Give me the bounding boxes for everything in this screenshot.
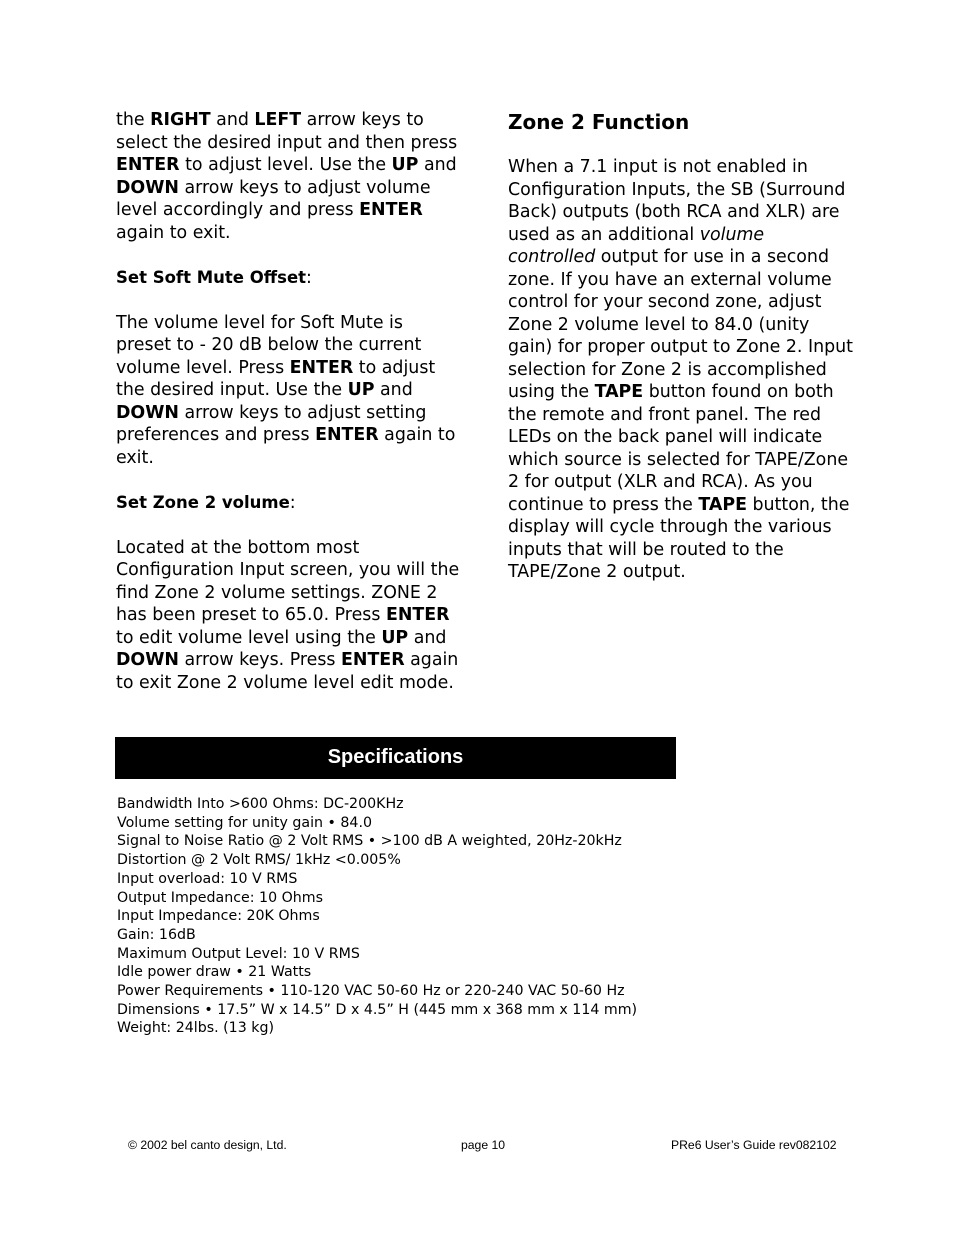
- text-run: When a 7.1 input is not enabled in Configuration Inputs, the SB (Surround Back) outputs (both RCA and XLR) are used as an additional: [508, 157, 846, 245]
- text-run: button found on both the remote and front panel. The red LEDs on the back panel will indicate which source is selected for TAPE/Zone 2 for output (XLR and RCA). As you continue to press the: [508, 382, 849, 515]
- bold-keyword: ENTER: [341, 650, 405, 670]
- bold-keyword: ENTER: [385, 605, 450, 625]
- bold-keyword: LEFT: [254, 110, 302, 130]
- text-run: arrow keys to adjust setting preferences and press: [116, 402, 427, 445]
- left-paragraph-1: [116, 109, 461, 244]
- right-paragraph-1: [508, 156, 853, 584]
- zone2-function-title: Zone 2 Function: [508, 110, 690, 134]
- bold-keyword: ENTER: [289, 357, 354, 378]
- text-run: and: [408, 627, 447, 648]
- bold-keyword: DOWN: [116, 177, 179, 198]
- zone2-volume-heading: Set Zone 2 volume: [116, 492, 290, 512]
- spec-item: Signal to Noise Ratio @ 2 Volt RMS • >100 dB A weighted, 20Hz-20kHz: [117, 833, 622, 850]
- text-run: button, the display will cycle through the various inputs that will be routed to the TAPE/Zone 2 output.: [508, 494, 850, 582]
- bold-keyword: ENTER: [359, 200, 423, 220]
- spec-item: Distortion @ 2 Volt RMS/ 1kHz <0.005%: [117, 852, 401, 869]
- heading-colon: :: [306, 267, 312, 288]
- text-run: and: [418, 155, 457, 175]
- spec-item: Input overload: 10 V RMS: [117, 870, 298, 887]
- text-run: to adjust level. Use the: [179, 155, 392, 175]
- spec-item: Power Requirements • 110-120 VAC 50-60 Hz or 220-240 VAC 50-60 Hz: [117, 983, 625, 1000]
- footer-copyright: © 2002 bel canto design, Ltd.: [128, 1138, 287, 1152]
- bold-keyword: DOWN: [116, 650, 179, 670]
- spec-item: Weight: 24lbs. (13 kg): [117, 1020, 274, 1037]
- left-paragraph-2: [116, 312, 461, 470]
- left-column: [116, 109, 461, 694]
- bold-keyword: UP: [381, 627, 409, 648]
- spec-item: Volume setting for unity gain • 84.0: [117, 814, 372, 831]
- left-paragraph-3: [116, 537, 461, 695]
- bold-keyword: TAPE: [698, 494, 747, 515]
- soft-mute-heading-line: [116, 267, 461, 290]
- text-run: the: [116, 110, 151, 130]
- soft-mute-heading: Set Soft Mute Offset: [116, 267, 307, 287]
- spec-item: Idle power draw • 21 Watts: [117, 964, 312, 981]
- bold-keyword: RIGHT: [150, 110, 211, 130]
- specifications-header: Specifications: [115, 737, 676, 779]
- text-run: to adjust the desired input. Use the: [116, 357, 436, 400]
- spec-item: Input Impedance: 20K Ohms: [117, 908, 320, 925]
- bold-keyword: UP: [391, 155, 419, 175]
- text-run: and: [374, 380, 413, 400]
- footer-page-number: page 10: [461, 1138, 506, 1152]
- footer-guide-title: PRe6 User’s Guide rev082102: [671, 1138, 837, 1152]
- bold-keyword: DOWN: [116, 402, 179, 423]
- text-run: again to exit.: [116, 222, 231, 243]
- spec-item: Output Impedance: 10 Ohms: [117, 889, 323, 906]
- spec-item: Gain: 16dB: [117, 926, 196, 943]
- specifications-list: [117, 795, 817, 1038]
- bold-keyword: ENTER: [116, 155, 180, 175]
- text-run: The volume level for Soft Mute is preset to - 20 dB below the current volume level. Press: [116, 312, 422, 378]
- text-run: to edit volume level using the: [116, 627, 382, 648]
- bold-keyword: TAPE: [594, 382, 644, 402]
- italic-phrase: volume controlled: [508, 224, 765, 267]
- text-run: arrow keys to select the desired input and then press: [116, 110, 458, 153]
- text-run: and: [210, 110, 255, 130]
- text-run: arrow keys. Press: [178, 650, 342, 670]
- text-run: arrow keys to adjust volume level accordingly and press: [116, 177, 431, 220]
- bold-keyword: ENTER: [315, 425, 379, 445]
- text-run: again to exit.: [116, 425, 456, 468]
- spec-item: Bandwidth Into >600 Ohms: DC-200KHz: [117, 796, 404, 812]
- text-run: again to exit Zone 2 volume level edit mode.: [116, 650, 459, 693]
- bold-keyword: UP: [347, 380, 375, 400]
- zone2-volume-heading-line: [116, 492, 461, 515]
- right-column: [508, 109, 853, 584]
- text-run: Located at the bottom most Configuration Input screen, you will the find Zone 2 volume settings. ZONE 2 has been preset to 65.0. Press: [116, 537, 460, 625]
- heading-colon: :: [289, 492, 296, 513]
- text-run: output for use in a second zone. If you have an external volume control for your second zone, adjust Zone 2 volume level to 84.0 (unity gain) for proper output to Zone 2. Input selection for Zone 2 is accomplished using the: [508, 247, 853, 402]
- spec-item: Maximum Output Level: 10 V RMS: [117, 945, 360, 962]
- spec-item: Dimensions • 17.5” W x 14.5” D x 4.5” H (445 mm x 368 mm x 114 mm): [117, 1001, 638, 1018]
